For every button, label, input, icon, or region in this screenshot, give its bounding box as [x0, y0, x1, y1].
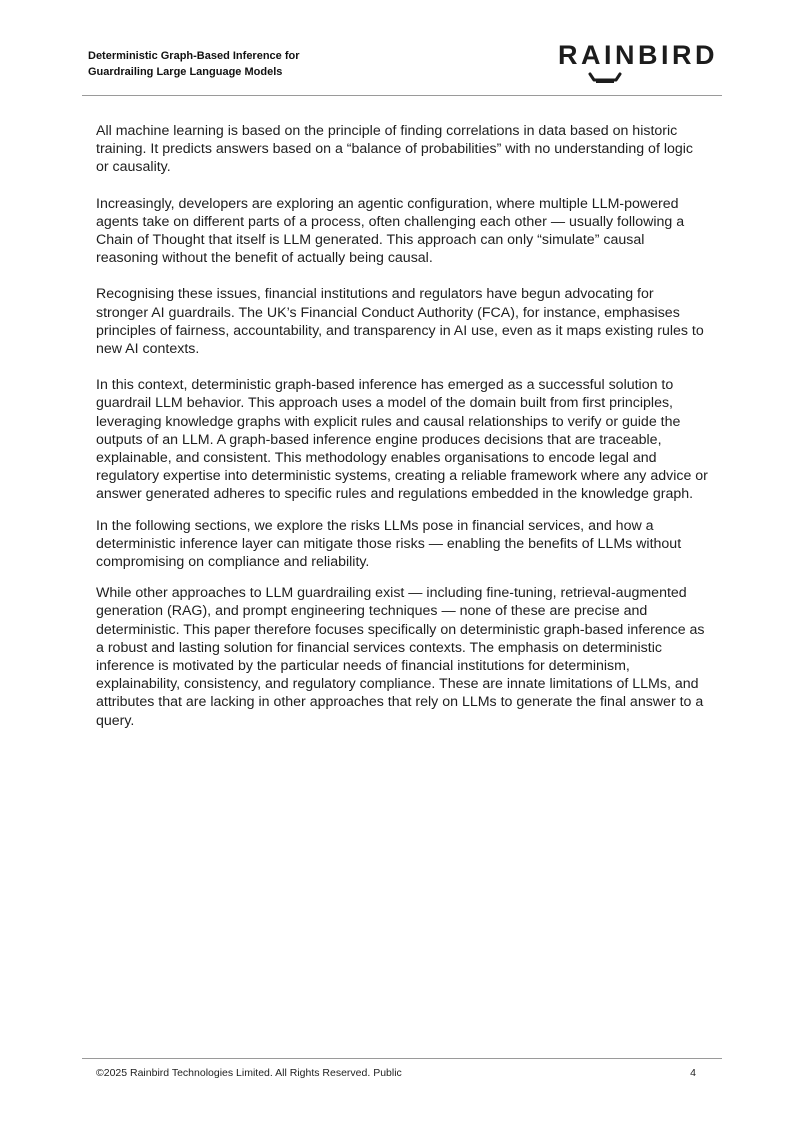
page-number: 4	[690, 1067, 696, 1079]
page-header	[82, 40, 722, 96]
paragraph-5: In the following sections, we explore the risks LLMs pose in financial services, and how a deterministic inference layer can mitigate those risks — enabling the benefits of LLMs without compromising on compliance and reliability.	[96, 517, 682, 571]
paragraph-6: While other approaches to LLM guardrailing exist — including fine-tuning, retrieval-augmented generation (RAG), and prompt engineering techniques — none of these are precise and deterministic. This paper therefore focuses specifically on deterministic graph-based inference as a robust and lasting solution for financial services contexts. The emphasis on deterministic inference is motivated by the particular needs of financial institutions for determinism, explainability, consistency, and regulatory compliance. These are innate limitations of LLMs, and attributes that are lacking in other approaches that rely on LLMs to generate the final answer to a query.	[96, 585, 705, 729]
paragraph-2: Increasingly, developers are exploring an agentic configuration, where multiple LLM-powered agents take on different parts of a process, often challenging each other — usually following a Chain of Thought that itself is LLM generated. This approach can only “simulate” causal reasoning without the benefit of actually being causal.	[96, 195, 685, 267]
paragraph-4: In this context, deterministic graph-based inference has emerged as a successful solution to guardrail LLM behavior. This approach uses a model of the domain built from first principles, leveraging knowledge graphs with explicit rules and causal relationships to verify or guide the outputs of an LLM. A graph-based inference engine produces decisions that are traceable, explainable, and consistent. This methodology enables organisations to encode legal and regulatory expertise into deterministic systems, creating a reliable framework where any advice or answer generated adheres to specific rules and regulations embedded in the knowledge graph.	[96, 377, 708, 503]
paragraph-3: Recognising these issues, financial institutions and regulators have begun advocating for stronger AI guardrails. The UK’s Financial Conduct Authority (FCA), for instance, emphasises principles of fairness, accountability, and transparency in AI use, even as it maps existing rules to new AI contexts.	[96, 286, 704, 358]
copyright-notice: ©2025 Rainbird Technologies Limited. All Rights Reserved. Public	[96, 1067, 402, 1079]
body-text	[96, 122, 708, 748]
document-title-line-2: Guardrailing Large Language Models	[88, 66, 283, 78]
rainbird-logo	[538, 39, 718, 87]
document-title	[88, 48, 300, 80]
document-title-line-1: Deterministic Graph-Based Inference for	[88, 50, 300, 62]
paragraph-1: All machine learning is based on the principle of finding correlations in data based on historic training. It predicts answers based on a “balance of probabilities” with no understanding of logic or causality.	[96, 123, 694, 176]
logo-wordmark: RAINBIRD	[558, 40, 718, 70]
page-footer	[82, 1058, 722, 1079]
rainbird-mark-icon	[588, 71, 622, 85]
